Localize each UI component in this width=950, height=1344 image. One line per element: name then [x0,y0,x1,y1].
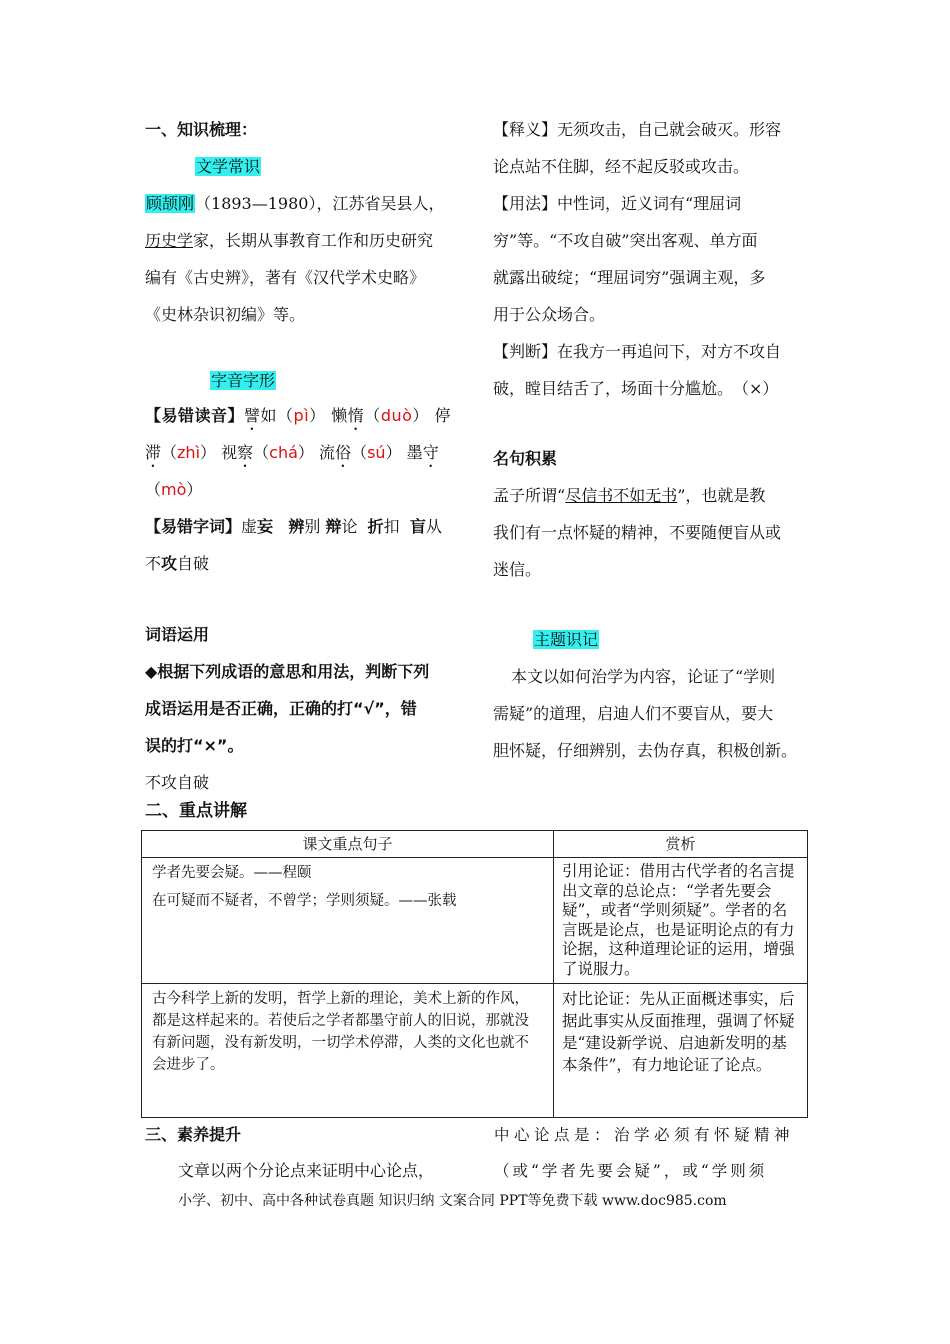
word-key-char: 辩 [325,517,342,536]
word-use-heading: 词语运用 [145,625,210,644]
misread-label: 【易错读音】 [145,406,245,425]
section3-heading: 三、素养提升 [145,1125,242,1144]
word-text: 自破 [177,554,210,573]
instruction-line-1: ◆根据下列成语的意思和用法，判断下列 [145,662,430,681]
quote-text: 孟子所谓“ [493,486,566,505]
pronunciation-tag: 字音字形 [211,371,276,390]
miswrite-line-2 [145,545,460,582]
word-key-char: 妄 [257,517,274,536]
pron-text: （ [145,480,162,499]
usage-line-3: 就露出破绽；“理屈词穷”强调主观，多 [493,268,766,287]
quote-line-1 [493,477,808,514]
table-row [142,984,808,1118]
pinyin: mò [161,480,187,499]
miswrite-label: 【易错字词】 [145,517,242,536]
idiom: 不攻自破 [145,773,210,792]
pinyin: chá [269,443,298,462]
pron-text: 停 [434,406,452,425]
author-bio-1: （1893—1980），江苏省吴县人， [195,194,445,213]
table-cell-analysis: 对比论证：先从正面概述事实，后据此事实从反面推理，强调了怀疑是“建设新学说、启迪新发明的基本条件”，有力地论证了论点。 [554,984,808,1118]
quote-line-3: 迷信。 [493,560,542,579]
theme-line-2: 需疑”的道理，启迪人们不要盲从，要大 [493,704,774,723]
pinyin: duò [380,406,413,425]
table-row [142,858,808,984]
section2-heading: 二、重点讲解 [145,801,247,821]
bottom-right-line-1: 中心论点是：治学必须有怀疑精神 [494,1126,795,1144]
pron-text: ） [297,443,314,462]
word-text: 论 [341,517,358,536]
sentence-line: 在可疑而不疑者，不曾学；学则须疑。——张载 [152,893,457,909]
pinyin: zhì [177,443,201,462]
quote-line-2: 我们有一点怀疑的精神，不要随便盲从或 [493,523,782,542]
key-points-table [141,830,808,1118]
word-text: 虚 [241,517,258,536]
section1-heading: 一、知识梳理： [145,120,258,139]
meaning-line-1: 【释义】无须攻击，自己就会破灭。形容 [493,120,782,139]
miswrite-line-1 [145,508,460,545]
word-key-char: 辨 [288,517,305,536]
pron-text: 懒 [331,406,348,425]
quote-underline: 尽信书不如无书 [565,486,678,505]
instruction-line-2: 成语运用是否正确，正确的打“√”，错 [145,699,417,718]
table-header: 赏析 [554,831,808,858]
judge-line-2: 破，瞠目结舌了，场面十分尴尬。 （×） [493,379,779,398]
pron-char: 俗 [335,443,352,462]
author-bio-2: 家，长期从事教育工作和历史研究 [193,231,434,250]
bottom-left-line: 文章以两个分论点来证明中心论点， [178,1161,435,1180]
quote-text: ”，也就是教 [677,486,766,505]
pron-text: 如（ [260,406,294,425]
pron-char: 滞 [145,443,162,462]
literature-tag: 文学常识 [196,157,261,176]
author-bio-4: 《史林杂识初编》等。 [145,305,306,324]
pinyin: pì [293,406,310,425]
word-key-char: 折 [367,517,384,536]
table-header-row [142,831,808,858]
usage-line-2: 穷”等。“不攻自破”突出客观、单方面 [493,231,758,250]
author-bio-2-underline: 历史学 [145,231,194,250]
judge-line-1: 【判断】在我方一再追问下，对方不攻自 [493,342,782,361]
instruction-line-3: 误的打“×”。 [145,736,244,755]
word-key-char: 盲 [409,517,426,536]
word-text: 扣 [383,517,400,536]
pron-text: ） [309,406,326,425]
misread-line-3 [145,471,460,508]
theme-tag: 主题识记 [534,630,599,649]
word-text: 从 [425,517,442,536]
usage-line-4: 用于公众场合。 [493,305,606,324]
pron-text: 视 [221,443,238,462]
author-bio-3: 编有《古史辨》，著有《汉代学术史略》 [145,268,426,287]
pron-text: 流 [319,443,336,462]
left-column [145,111,460,801]
pinyin: sú [367,443,386,462]
sentence-line: 学者先要会疑。——程颐 [152,865,312,881]
table-cell-sentence: 古今科学上新的发明，哲学上新的理论，美术上新的作风，都是这样起来的。若使后之学者都墨守前人的旧说，那就没有新问题，没有新发明，一切学术停滞，人类的文化也就不会进步了。 [142,984,554,1118]
word-text: 不 [145,554,162,573]
quote-heading: 名句积累 [493,449,558,468]
bottom-right-line-2: （或“学者先要会疑”，或“学则须 [494,1162,768,1180]
pron-text: （ [253,443,270,462]
footer-text: 小学、初中、高中各种试卷真题 知识归纳 文案合同 PPT等免费下载 www.doc985.com [178,1193,727,1209]
pron-text: （ [161,443,178,462]
pron-char: 惰 [347,406,365,425]
word-key-char: 攻 [161,554,178,573]
pron-text: （ [351,443,368,462]
pron-text: ） [186,480,203,499]
misread-line-2 [145,434,460,471]
word-text: 别 [304,517,321,536]
pron-text: （ [364,406,381,425]
table-header: 课文重点句子 [142,831,554,858]
pron-text: 墨 [406,443,423,462]
misread-line-1 [145,397,460,434]
table-cell-analysis: 引用论证：借用古代学者的名言提出文章的总论点：“学者先要会疑”，或者“学则须疑”。学者的名言既是论点，也是证明论点的有力论据，这种道理论证的运用，增强了说服力。 [554,858,808,984]
pron-char: 察 [237,443,254,462]
pron-char: 守 [422,443,439,462]
table-cell-sentence [142,858,554,984]
pron-text: ） [412,406,429,425]
author-name: 顾颉刚 [146,194,195,213]
usage-line-1: 【用法】中性词，近义词有“理屈词 [493,194,742,213]
theme-line-1: 本文以如何治学为内容，论证了“学则 [511,667,776,686]
pron-text: ） [200,443,217,462]
theme-line-3: 胆怀疑，仔细辨别，去伪存真，积极创新。 [493,741,798,760]
meaning-line-2: 论点站不住脚，经不起反驳或攻击。 [493,157,750,176]
pron-char: 譬 [244,406,261,425]
right-column [493,111,808,769]
pron-text: ） [385,443,402,462]
